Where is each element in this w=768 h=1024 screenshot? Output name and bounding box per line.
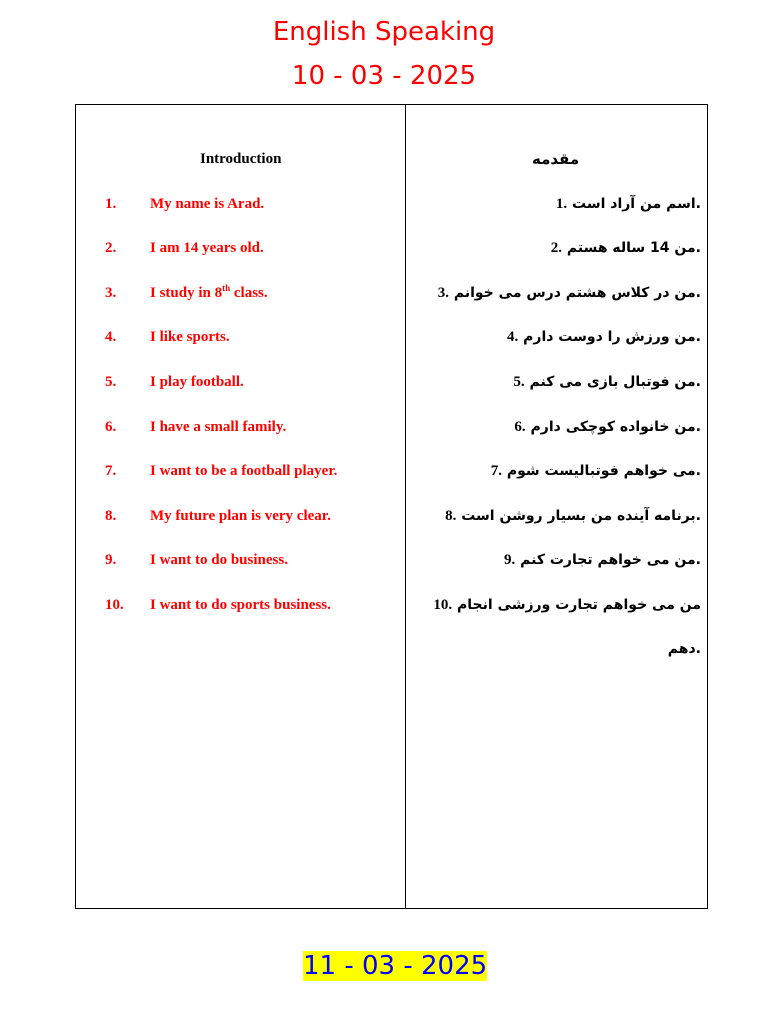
row-number: 6. <box>514 419 526 435</box>
row-number: 9. <box>504 552 516 568</box>
row-text: I have a small family. <box>150 419 287 435</box>
row-text: I like sports. <box>150 329 230 345</box>
row-text: می خواهم فوتبالیست شوم. <box>506 463 701 479</box>
persian-row <box>445 506 701 526</box>
page-title: English Speaking <box>272 17 496 47</box>
page-date: 10 - 03 - 2025 <box>291 61 477 91</box>
row-number: 5. <box>513 374 525 390</box>
persian-row <box>556 194 701 214</box>
english-row <box>105 372 244 392</box>
row-text: من می خواهم تجارت کنم. <box>520 552 701 568</box>
persian-row <box>551 238 701 258</box>
english-row <box>105 417 286 437</box>
persian-row <box>433 595 701 615</box>
ordinal-suffix: th <box>222 283 231 293</box>
row-number: 7. <box>490 463 502 479</box>
row-number: 1. <box>555 196 568 212</box>
row-text: I want to do business. <box>150 552 288 568</box>
row-number: 1. <box>105 196 117 212</box>
persian-row <box>504 550 701 570</box>
row-number: 4. <box>105 329 117 345</box>
footer-date: 11 - 03 - 2025 <box>303 951 488 981</box>
english-row <box>105 283 268 303</box>
column-divider <box>405 105 406 908</box>
english-row <box>105 238 264 258</box>
row-text: من فوتبال بازی می کنم. <box>529 374 701 390</box>
english-row <box>105 327 230 347</box>
row-number: 6. <box>105 419 117 435</box>
row-number: 8. <box>445 508 457 524</box>
row-text: I study in 8 <box>150 285 223 301</box>
row-number: 10. <box>105 597 124 613</box>
english-row <box>105 461 337 481</box>
bilingual-table <box>75 104 708 909</box>
row-text: My name is Arad. <box>150 196 265 212</box>
row-text: I want to be a football player. <box>150 463 338 479</box>
persian-row <box>513 372 701 392</box>
row-text: من می خواهم تجارت ورزشی انجام <box>457 597 701 613</box>
persian-column-heading: مقدمه <box>532 150 580 168</box>
english-row <box>105 194 264 214</box>
row-number: 2. <box>105 240 117 256</box>
persian-row-continuation <box>668 639 701 659</box>
row-text: من ورزش را دوست دارم. <box>523 329 701 345</box>
row-text: من 14 ساله هستم. <box>566 240 701 256</box>
row-number: 10. <box>433 597 453 613</box>
persian-row <box>438 283 701 303</box>
row-text: برنامه آینده من بسیار روشن است. <box>461 508 701 524</box>
row-text: I play football. <box>150 374 244 390</box>
english-row <box>105 595 331 615</box>
row-number: 4. <box>507 329 519 345</box>
row-number: 2. <box>550 240 562 256</box>
row-number: 8. <box>105 508 117 524</box>
english-row <box>105 506 331 526</box>
row-text: من خانواده کوچکی دارم. <box>530 419 701 435</box>
persian-row <box>507 327 701 347</box>
persian-row <box>491 461 701 481</box>
row-text: My future plan is very clear. <box>150 508 331 524</box>
row-text: I am 14 years old. <box>150 240 264 256</box>
row-text: اسم من آراد است. <box>572 196 701 212</box>
row-text-end: class. <box>230 285 268 301</box>
row-number: 9. <box>105 552 117 568</box>
english-column-heading: Introduction <box>200 151 282 167</box>
row-text: دهم. <box>667 641 701 657</box>
english-row <box>105 550 288 570</box>
row-number: 3. <box>105 285 117 301</box>
row-number: 7. <box>105 463 117 479</box>
persian-row <box>514 417 701 437</box>
row-number: 5. <box>105 374 117 390</box>
row-text: من در کلاس هشتم درس می خوانم. <box>453 285 701 301</box>
row-number: 3. <box>437 285 449 301</box>
row-text: I want to do sports business. <box>150 597 331 613</box>
